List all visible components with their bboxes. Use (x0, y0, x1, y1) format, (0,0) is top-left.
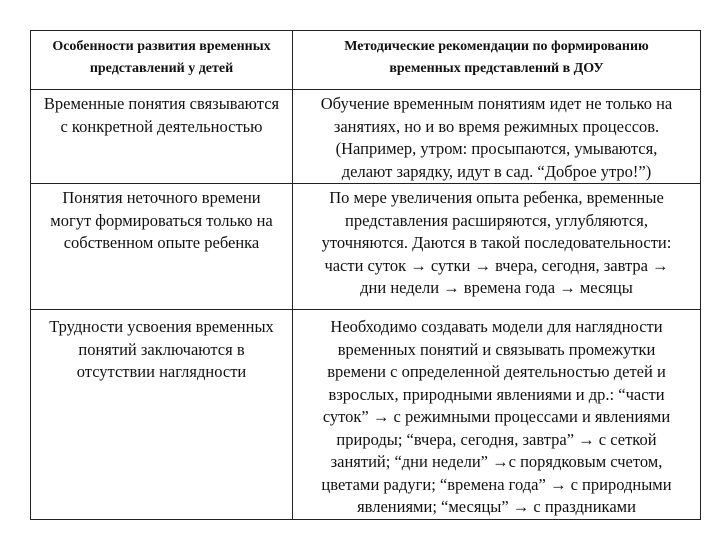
text-line: занятиях, но и во время режимных процессов. (333, 116, 660, 136)
text-line: представления расширяются, углубляются, (345, 210, 648, 230)
text-line: Необходимо создавать модели для наглядности (330, 317, 663, 336)
table-row (31, 310, 701, 520)
text-line: По мере увеличения опыта ребенка, временные (329, 188, 664, 207)
text-line: Понятия неточного времени (62, 188, 261, 207)
text-line: Обучение временным понятиям идет не только на (320, 94, 673, 113)
feature-cell (31, 90, 293, 184)
text-line: времени с определенной деятельностью детей и (327, 362, 666, 381)
text-line: делают зарядку, идут в сад. “Доброе утро!”) (341, 161, 652, 181)
text-line: уточняются. Даются в такой последовательности: (321, 233, 672, 252)
feature-cell (31, 310, 293, 520)
header-features (31, 31, 293, 90)
text-line: (Например, утром: просыпаются, умываются, (335, 139, 658, 158)
text-line: суток” → с режимными процессами и явлениями (322, 407, 671, 426)
header-features-line-1: Особенности развития временных (52, 39, 271, 54)
header-recommendations-line-1: Методические рекомендации по формированию (344, 39, 649, 54)
text-line: взрослых, природными явлениями и др.: “части (328, 384, 665, 404)
recommendation-cell (293, 90, 701, 184)
header-recommendations (293, 31, 701, 90)
table-row (31, 90, 701, 184)
feature-cell (31, 184, 293, 310)
text-line: с конкретной деятельностью (60, 116, 263, 136)
text-line: цветами радуги; “времена года” → с природными (321, 474, 672, 494)
text-line: отсутствии наглядности (76, 362, 247, 381)
text-line: понятий заключаются в (78, 339, 245, 359)
text-line: могут формироваться только на (50, 210, 273, 230)
text-line: природы; “вчера, сегодня, завтра” → с сеткой (336, 429, 657, 449)
text-line: временных понятий и связывать промежутки (337, 339, 656, 359)
text-line: Временные понятия связываются (43, 94, 280, 113)
table-row (31, 184, 701, 310)
header-features-line-2: представлений у детей (89, 61, 234, 76)
text-line: собственном опыте ребенка (63, 233, 260, 252)
text-line: части суток → сутки → вчера, сегодня, завтра → (324, 255, 669, 275)
recommendations-table (30, 30, 701, 520)
header-recommendations-line-2: временных представлений в ДОУ (389, 61, 604, 76)
header-row (31, 31, 701, 90)
text-line: дни недели → времена года → месяцы (360, 278, 633, 297)
text-line: явлениями; “месяцы” → с праздниками (357, 497, 636, 516)
text-line: Трудности усвоения временных (49, 317, 274, 336)
text-line: занятий; “дни недели” →с порядковым счетом, (330, 452, 663, 471)
recommendation-cell (293, 310, 701, 520)
recommendation-cell (293, 184, 701, 310)
